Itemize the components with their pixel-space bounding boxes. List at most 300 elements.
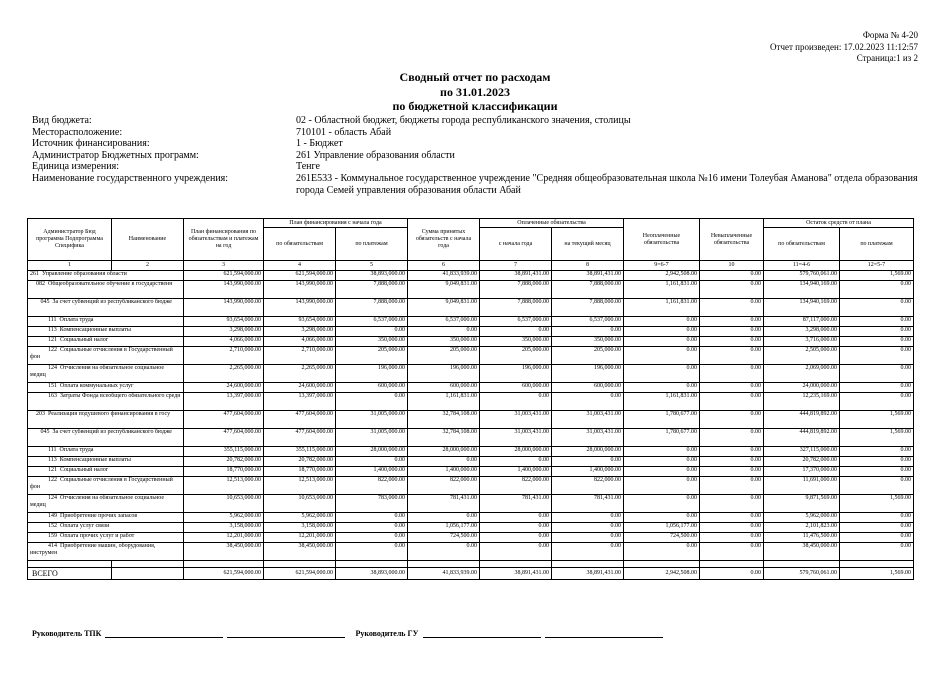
table-row: [28, 477, 914, 495]
amount-cell: 600,000.00: [480, 383, 552, 393]
amount-cell: 4,066,000.00: [264, 337, 336, 347]
empty-cell: [336, 561, 408, 568]
amount-cell: 0.00: [700, 477, 764, 495]
amount-cell: 1,400,000.00: [480, 467, 552, 477]
amount-cell: 10,653,000.00: [264, 495, 336, 513]
table-row: [28, 543, 914, 561]
col-unpaid-out-header: Невыплаченные обязательства: [700, 219, 764, 261]
total-amount-cell: 2,942,508.00: [624, 568, 700, 580]
table-row: [28, 337, 914, 347]
table-row: [28, 495, 914, 513]
amount-cell: 0.00: [840, 447, 914, 457]
amount-cell: 32,784,108.00: [408, 411, 480, 429]
amount-cell: 31,003,431.00: [552, 411, 624, 429]
amount-cell: 12,201,000.00: [264, 533, 336, 543]
amount-cell: 93,654,000.00: [264, 317, 336, 327]
amount-cell: 143,990,000.00: [264, 281, 336, 299]
table-row: [28, 447, 914, 457]
amount-cell: 0.00: [700, 347, 764, 365]
amount-cell: 205,000.00: [552, 347, 624, 365]
row-label: 045 За счет субвенций из республиканского бюдже: [28, 429, 184, 447]
signatures: [32, 629, 663, 638]
amount-cell: 0.00: [336, 327, 408, 337]
amount-cell: 7,888,000.00: [552, 281, 624, 299]
amount-cell: 822,000.00: [480, 477, 552, 495]
amount-cell: 0.00: [624, 347, 700, 365]
amount-cell: 7,888,000.00: [552, 299, 624, 317]
table-row: [28, 467, 914, 477]
amount-cell: 1,400,000.00: [336, 467, 408, 477]
amount-cell: 0.00: [480, 327, 552, 337]
amount-cell: 621,594,000.00: [184, 271, 264, 281]
amount-cell: 0.00: [840, 513, 914, 523]
col-admin-header: Администратор Бюд программа Подпрограмма Специфика: [28, 219, 112, 261]
amount-cell: 0.00: [840, 457, 914, 467]
amount-cell: 2,101,823.00: [764, 523, 840, 533]
report-timestamp: Отчет произведен: 17.02.2023 11:12:57: [770, 41, 918, 52]
table-row: [28, 533, 914, 543]
total-amount-cell: 1,569.00: [840, 568, 914, 580]
col-accepted-header: Сумма принятых обязательств с начала года: [408, 219, 480, 261]
form-number: Форма № 4-20: [862, 30, 918, 40]
expense-table-body: [28, 271, 914, 580]
table-row: [28, 271, 914, 281]
empty-cell: [840, 561, 914, 568]
amount-cell: 600,000.00: [552, 383, 624, 393]
empty-cell: [700, 561, 764, 568]
amount-cell: 9,049,831.00: [408, 299, 480, 317]
amount-cell: 12,235,169.00: [764, 393, 840, 411]
amount-cell: 12,201,000.00: [184, 533, 264, 543]
amount-cell: 1,056,177.00: [624, 523, 700, 533]
param-value: 02 - Областной бюджет, бюджеты города республиканского значения, столицы: [296, 115, 631, 126]
amount-cell: 6,537,000.00: [552, 317, 624, 327]
amount-cell: 2,942,508.00: [624, 271, 700, 281]
table-row: [28, 411, 914, 429]
param-label: Месторасположение:: [32, 126, 123, 138]
amount-cell: 0.00: [700, 513, 764, 523]
amount-cell: 7,888,000.00: [480, 299, 552, 317]
amount-cell: 205,000.00: [408, 347, 480, 365]
amount-cell: 10,653,000.00: [184, 495, 264, 513]
row-label: 121 Социальный налог: [28, 467, 184, 477]
amount-cell: 0.00: [624, 543, 700, 561]
title-line-1: Сводный отчет по расходам: [399, 70, 551, 84]
amount-cell: 3,298,000.00: [264, 327, 336, 337]
param-label: Администратор Бюджетных программ:: [32, 149, 199, 161]
amount-cell: 0.00: [840, 299, 914, 317]
amount-cell: 0.00: [408, 513, 480, 523]
head-tpk-label: Руководитель ТПК: [32, 629, 102, 638]
amount-cell: 781,431.00: [480, 495, 552, 513]
col-name-header: Наименование: [112, 219, 184, 261]
amount-cell: 93,654,000.00: [184, 317, 264, 327]
amount-cell: 0.00: [700, 543, 764, 561]
row-label: 111 Оплата труда: [28, 447, 184, 457]
amount-cell: 0.00: [700, 281, 764, 299]
col-paid-start-header: с начала года: [480, 228, 552, 261]
amount-cell: 0.00: [700, 447, 764, 457]
amount-cell: 1,400,000.00: [552, 467, 624, 477]
head-gu-label: Руководитель ГУ: [355, 629, 419, 638]
amount-cell: 0.00: [552, 513, 624, 523]
amount-cell: 1,780,677.00: [624, 429, 700, 447]
param-value: 261Е533 - Коммунальное государственное учреждение "Средняя общеобразовательная школа №16 имени Толеубая Аманова" отдела образования города Семей управления образования области Абай: [296, 172, 918, 196]
amount-cell: 0.00: [700, 533, 764, 543]
title-line-3: по бюджетной классификации: [392, 99, 558, 113]
report-parameters: [32, 115, 922, 196]
amount-cell: 0.00: [700, 467, 764, 477]
amount-cell: 2,265,000.00: [184, 365, 264, 383]
amount-cell: 6,537,000.00: [408, 317, 480, 327]
amount-cell: 1,400,000.00: [408, 467, 480, 477]
amount-cell: 20,782,000.00: [264, 457, 336, 467]
amount-cell: 0.00: [840, 467, 914, 477]
page-indicator: Страница:1 из 2: [856, 53, 918, 63]
table-row: [28, 365, 914, 383]
column-number: 8: [552, 261, 624, 271]
amount-cell: 7,888,000.00: [336, 299, 408, 317]
amount-cell: 724,500.00: [408, 533, 480, 543]
amount-cell: 0.00: [624, 513, 700, 523]
amount-cell: 7,888,000.00: [336, 281, 408, 299]
amount-cell: 0.00: [552, 533, 624, 543]
amount-cell: 477,604,000.00: [264, 411, 336, 429]
amount-cell: 196,000.00: [552, 365, 624, 383]
column-number: 9=6-7: [624, 261, 700, 271]
amount-cell: 822,000.00: [336, 477, 408, 495]
amount-cell: 3,298,000.00: [184, 327, 264, 337]
amount-cell: 7,888,000.00: [480, 281, 552, 299]
amount-cell: 3,158,000.00: [184, 523, 264, 533]
amount-cell: 0.00: [552, 393, 624, 411]
amount-cell: 24,600,000.00: [264, 383, 336, 393]
total-amount-cell: 38,891,431.00: [552, 568, 624, 580]
amount-cell: 0.00: [480, 533, 552, 543]
amount-cell: 17,370,000.00: [764, 467, 840, 477]
amount-cell: 1,161,831.00: [624, 299, 700, 317]
amount-cell: 0.00: [408, 457, 480, 467]
expense-table-container: [27, 218, 913, 580]
column-number: 5: [336, 261, 408, 271]
total-amount-cell: 38,893,000.00: [336, 568, 408, 580]
amount-cell: 1,161,831.00: [624, 393, 700, 411]
amount-cell: 0.00: [624, 447, 700, 457]
spacer-row: [28, 561, 914, 568]
total-amount-cell: 0.00: [700, 568, 764, 580]
row-label: 261 Управление образования области: [28, 271, 184, 281]
param-row: [32, 161, 922, 173]
amount-cell: 11,691,000.00: [764, 477, 840, 495]
param-row: [32, 127, 922, 139]
amount-cell: 5,962,000.00: [184, 513, 264, 523]
param-value: 1 - Бюджет: [296, 138, 343, 150]
amount-cell: 0.00: [700, 327, 764, 337]
amount-cell: 0.00: [840, 337, 914, 347]
row-label: 113 Компенсационные выплаты: [28, 457, 184, 467]
empty-cell: [184, 561, 264, 568]
row-label: 045 За счет субвенций из республиканского бюдже: [28, 299, 184, 317]
signature-line: [227, 629, 345, 638]
amount-cell: 38,450,000.00: [184, 543, 264, 561]
amount-cell: 822,000.00: [552, 477, 624, 495]
amount-cell: 2,710,000.00: [264, 347, 336, 365]
amount-cell: 0.00: [700, 393, 764, 411]
amount-cell: 1,056,177.00: [408, 523, 480, 533]
amount-cell: 143,990,000.00: [264, 299, 336, 317]
col-paid-header: Оплаченные обязательства: [480, 219, 624, 228]
param-value: Тенге: [296, 161, 320, 173]
amount-cell: 355,115,000.00: [184, 447, 264, 457]
amount-cell: 355,115,000.00: [264, 447, 336, 457]
signature-line: [545, 629, 663, 638]
amount-cell: 196,000.00: [480, 365, 552, 383]
amount-cell: 579,760,061.00: [764, 271, 840, 281]
column-number: 11=4-6: [764, 261, 840, 271]
amount-cell: 20,782,000.00: [184, 457, 264, 467]
amount-cell: 0.00: [480, 457, 552, 467]
total-row: [28, 568, 914, 580]
amount-cell: 87,117,000.00: [764, 317, 840, 327]
table-row: [28, 347, 914, 365]
amount-cell: 0.00: [700, 317, 764, 327]
amount-cell: 0.00: [700, 271, 764, 281]
column-number: 2: [112, 261, 184, 271]
amount-cell: 0.00: [700, 299, 764, 317]
table-row: [28, 393, 914, 411]
amount-cell: 3,716,000.00: [764, 337, 840, 347]
amount-cell: 1,161,831.00: [624, 281, 700, 299]
amount-cell: 0.00: [552, 327, 624, 337]
amount-cell: 13,397,000.00: [264, 393, 336, 411]
amount-cell: 4,066,000.00: [184, 337, 264, 347]
amount-cell: 28,000,000.00: [480, 447, 552, 457]
row-label: 122 Социальные отчисления в Государственный фон: [28, 477, 184, 495]
amount-cell: 31,003,431.00: [552, 429, 624, 447]
row-label: 122 Социальные отчисления в Государственный фон: [28, 347, 184, 365]
param-label: Единица измерения:: [32, 161, 119, 173]
amount-cell: 0.00: [408, 543, 480, 561]
amount-cell: 13,397,000.00: [184, 393, 264, 411]
row-label: 082 Общеобразовательное обучение в государственн: [28, 281, 184, 299]
table-row: [28, 383, 914, 393]
amount-cell: 196,000.00: [336, 365, 408, 383]
param-row: [32, 150, 922, 162]
amount-cell: 0.00: [624, 317, 700, 327]
amount-cell: 9,049,831.00: [408, 281, 480, 299]
amount-cell: 0.00: [700, 411, 764, 429]
amount-cell: 20,782,000.00: [764, 457, 840, 467]
table-row: [28, 281, 914, 299]
empty-cell: [112, 568, 184, 580]
amount-cell: 0.00: [700, 429, 764, 447]
amount-cell: 0.00: [480, 393, 552, 411]
amount-cell: 2,265,000.00: [264, 365, 336, 383]
amount-cell: 3,158,000.00: [264, 523, 336, 533]
amount-cell: 31,003,431.00: [480, 429, 552, 447]
param-label: Наименование государственного учреждения:: [32, 172, 229, 184]
row-label: 414 Приобретение машин, оборудования, инструмен: [28, 543, 184, 561]
amount-cell: 0.00: [624, 337, 700, 347]
amount-cell: 5,962,000.00: [264, 513, 336, 523]
amount-cell: 0.00: [700, 457, 764, 467]
amount-cell: 28,000,000.00: [336, 447, 408, 457]
total-amount-cell: 41,833,939.00: [408, 568, 480, 580]
empty-cell: [264, 561, 336, 568]
amount-cell: 0.00: [840, 393, 914, 411]
row-label: 111 Оплата труда: [28, 317, 184, 327]
amount-cell: 0.00: [336, 393, 408, 411]
table-row: [28, 327, 914, 337]
amount-cell: 0.00: [840, 281, 914, 299]
row-label: 124 Отчисления на обязательное социальное медиц: [28, 495, 184, 513]
amount-cell: 12,513,000.00: [184, 477, 264, 495]
amount-cell: 32,784,108.00: [408, 429, 480, 447]
amount-cell: 1,569.00: [840, 271, 914, 281]
head-gu-signature: [355, 629, 662, 638]
table-row: [28, 299, 914, 317]
amount-cell: 2,069,000.00: [764, 365, 840, 383]
empty-cell: [552, 561, 624, 568]
col-bal-oblig-header: по обязательствам: [764, 228, 840, 261]
amount-cell: 143,990,000.00: [184, 299, 264, 317]
amount-cell: 38,893,000.00: [336, 271, 408, 281]
amount-cell: 0.00: [624, 477, 700, 495]
amount-cell: 477,604,000.00: [264, 429, 336, 447]
amount-cell: 0.00: [552, 523, 624, 533]
empty-cell: [480, 561, 552, 568]
amount-cell: 0.00: [336, 543, 408, 561]
amount-cell: 0.00: [700, 523, 764, 533]
amount-cell: 781,431.00: [552, 495, 624, 513]
signature-line: [423, 629, 541, 638]
amount-cell: 621,594,000.00: [264, 271, 336, 281]
amount-cell: 1,569.00: [840, 429, 914, 447]
amount-cell: 0.00: [480, 543, 552, 561]
amount-cell: 0.00: [700, 383, 764, 393]
col-plan-from-start-header: План финансирования с начала года: [264, 219, 408, 228]
amount-cell: 1,569.00: [840, 495, 914, 513]
amount-cell: 350,000.00: [552, 337, 624, 347]
amount-cell: 0.00: [624, 467, 700, 477]
row-label: 163 Затраты Фонда всеобщего обязательного средн: [28, 393, 184, 411]
amount-cell: 0.00: [408, 327, 480, 337]
title-line-2: по 31.01.2023: [440, 84, 510, 99]
amount-cell: 0.00: [700, 365, 764, 383]
amount-cell: 600,000.00: [408, 383, 480, 393]
param-label: Вид бюджета:: [32, 115, 92, 126]
amount-cell: 2,505,000.00: [764, 347, 840, 365]
amount-cell: 0.00: [840, 317, 914, 327]
amount-cell: 134,940,169.00: [764, 281, 840, 299]
empty-cell: [764, 561, 840, 568]
amount-cell: 0.00: [700, 337, 764, 347]
amount-cell: 0.00: [840, 477, 914, 495]
param-label: Источник финансирования:: [32, 138, 150, 150]
amount-cell: 0.00: [840, 365, 914, 383]
amount-cell: 11,476,500.00: [764, 533, 840, 543]
col-unpaid-header: Неоплаченные обязательства: [624, 219, 700, 261]
head-tpk-signature: [32, 629, 345, 638]
amount-cell: 350,000.00: [408, 337, 480, 347]
amount-cell: 38,891,431.00: [480, 271, 552, 281]
expense-table: [27, 218, 914, 580]
amount-cell: 1,780,677.00: [624, 411, 700, 429]
row-label: 124 Отчисления на обязательное социальное медиц: [28, 365, 184, 383]
amount-cell: 2,710,000.00: [184, 347, 264, 365]
empty-cell: [112, 561, 184, 568]
column-number: 7: [480, 261, 552, 271]
amount-cell: 196,000.00: [408, 365, 480, 383]
row-label: 152 Оплата услуг связи: [28, 523, 184, 533]
amount-cell: 0.00: [336, 523, 408, 533]
amount-cell: 31,003,431.00: [480, 411, 552, 429]
amount-cell: 1,161,831.00: [408, 393, 480, 411]
empty-cell: [28, 561, 112, 568]
amount-cell: 444,819,892.00: [764, 429, 840, 447]
amount-cell: 3,298,000.00: [764, 327, 840, 337]
amount-cell: 477,604,000.00: [184, 411, 264, 429]
amount-cell: 31,005,000.00: [336, 429, 408, 447]
amount-cell: 24,600,000.00: [184, 383, 264, 393]
col-bal-pay-header: по платежам: [840, 228, 914, 261]
amount-cell: 6,537,000.00: [336, 317, 408, 327]
column-number: 10: [700, 261, 764, 271]
total-amount-cell: 621,594,000.00: [184, 568, 264, 580]
amount-cell: 0.00: [480, 523, 552, 533]
table-row: [28, 457, 914, 467]
signature-line: [105, 629, 223, 638]
report-header-info: [770, 30, 918, 65]
amount-cell: 6,537,000.00: [480, 317, 552, 327]
amount-cell: 9,871,569.00: [764, 495, 840, 513]
row-label: 121 Социальный налог: [28, 337, 184, 347]
amount-cell: 822,000.00: [408, 477, 480, 495]
param-row: [32, 138, 922, 150]
amount-cell: 18,770,000.00: [184, 467, 264, 477]
amount-cell: 41,833,939.00: [408, 271, 480, 281]
table-row: [28, 513, 914, 523]
table-row: [28, 429, 914, 447]
param-value: 261 Управление образования области: [296, 149, 455, 161]
amount-cell: 28,000,000.00: [408, 447, 480, 457]
param-row: [32, 173, 922, 196]
report-title: [0, 70, 950, 114]
amount-cell: 38,891,431.00: [552, 271, 624, 281]
amount-cell: 0.00: [336, 457, 408, 467]
row-label: 151 Оплата коммунальных услуг: [28, 383, 184, 393]
amount-cell: 28,000,000.00: [552, 447, 624, 457]
col-plan-oblig-header: по обязательствам: [264, 228, 336, 261]
empty-cell: [624, 561, 700, 568]
amount-cell: 38,450,000.00: [264, 543, 336, 561]
amount-cell: 18,770,000.00: [264, 467, 336, 477]
param-value: 710101 - область Абай: [296, 126, 392, 138]
amount-cell: 350,000.00: [480, 337, 552, 347]
amount-cell: 0.00: [840, 523, 914, 533]
total-amount-cell: 579,760,061.00: [764, 568, 840, 580]
amount-cell: 0.00: [336, 513, 408, 523]
total-amount-cell: 621,594,000.00: [264, 568, 336, 580]
amount-cell: 5,962,000.00: [764, 513, 840, 523]
table-row: [28, 523, 914, 533]
row-label: 159 Оплата прочих услуг и работ: [28, 533, 184, 543]
column-number-row: [28, 261, 914, 271]
amount-cell: 0.00: [552, 457, 624, 467]
amount-cell: 327,115,000.00: [764, 447, 840, 457]
column-number: 1: [28, 261, 112, 271]
amount-cell: 0.00: [480, 513, 552, 523]
